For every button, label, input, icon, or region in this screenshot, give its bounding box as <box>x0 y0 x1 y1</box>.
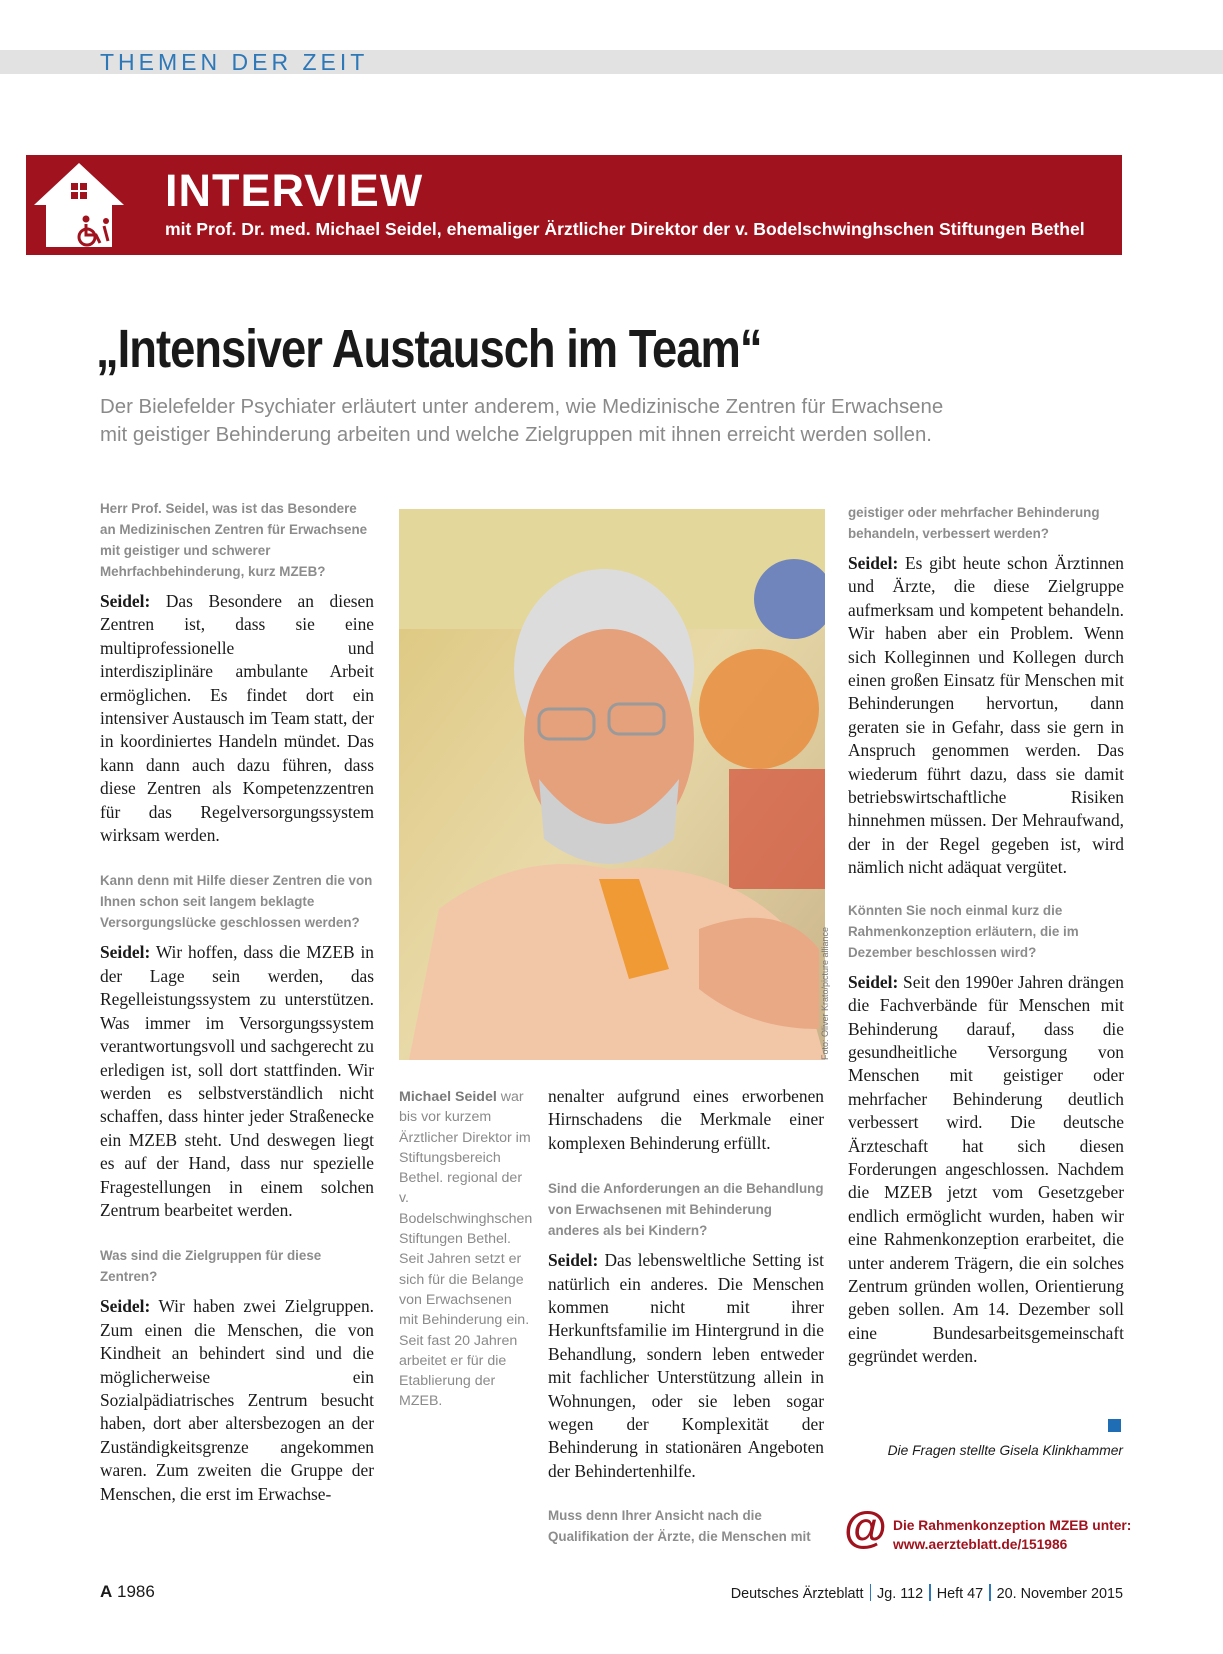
speaker: Seidel: <box>848 971 899 992</box>
web-reference[interactable] <box>893 1516 1131 1554</box>
deck-line: Der Bielefelder Psychiater erläutert unter anderem, wie Medizinische Zentren für Erwachsene <box>100 396 944 418</box>
answer-continued: nenalter aufgrund eines erworbenen Hirnschadens die Merkmale einer komplexen Behinderung erfüllt. <box>548 1086 824 1153</box>
portrait-photo <box>399 509 825 1060</box>
footer-citation <box>731 1584 1123 1602</box>
question-continued: geistiger oder mehrfacher Behinderung behandeln, verbessert werden? <box>848 505 1100 541</box>
speaker: Seidel: <box>548 1250 599 1271</box>
page-number <box>100 1582 155 1602</box>
column-3 <box>848 502 1124 1369</box>
page-prefix: A <box>100 1582 113 1601</box>
speaker: Seidel: <box>100 1296 151 1317</box>
issue: Heft 47 <box>936 1586 984 1602</box>
column-1 <box>100 498 374 1506</box>
question: Herr Prof. Seidel, was ist das Besondere an Medizinischen Zentren für Erwachsene mit geistiger und schwerer Mehrfachbehinderung, kurz MZEB? <box>100 501 368 579</box>
question: Könnten Sie noch einmal kurz die Rahmenkonzeption erläutern, die im Dezember beschlossen wird? <box>848 902 1079 960</box>
question: Was sind die Zielgruppen für diese Zentren? <box>100 1248 322 1285</box>
headline: „Intensiver Austausch im Team“ <box>96 319 762 379</box>
end-mark <box>1108 1419 1121 1432</box>
issue-date: 20. November 2015 <box>996 1586 1123 1602</box>
section-label: THEMEN DER ZEIT <box>100 49 369 75</box>
interviewer-credit: Die Fragen stellte Gisela Klinkhammer <box>887 1443 1123 1458</box>
caption-text: war bis vor kurzem Ärztlicher Direktor im Stiftungsbereich Bethel. regional der v. Bodelschwinghschen Stiftungen Bethel. Seit Jahren setzt er sich für die Belange von Erwachsenen mit Behinderung ein. Seit fast 20 Jahren arbeitet er für die Etablierung der MZEB. <box>399 1089 533 1410</box>
house-icon <box>32 159 126 251</box>
answer: Seidel: Wir haben zwei Zielgruppen. Zum einen die Menschen, die von Kindheit an behindert sind und die möglicherweise ein Sozialpädiatrisches Zentrum besucht haben, dort aber altersbezogen an der Zuständigkeitsgrenze angekommen waren. Zum zweiten die Gruppe der Menschen, die erst im Erwachse- <box>100 1296 374 1504</box>
deck <box>100 393 1100 449</box>
column-2 <box>548 1085 824 1547</box>
photo-credit: Foto: Oliver Krato/picture alliance <box>820 926 830 1060</box>
speaker: Seidel: <box>100 942 151 963</box>
volume: Jg. 112 <box>877 1586 924 1602</box>
banner-subtitle: mit Prof. Dr. med. Michael Seidel, ehemaliger Ärztlicher Direktor der v. Bodelschwinghschen Stiftungen Bethel <box>165 219 1085 239</box>
caption-name: Michael Seidel <box>399 1089 497 1105</box>
web-reference-label: Die Rahmenkonzeption MZEB unter: <box>893 1518 1132 1533</box>
page-number-value: 1986 <box>117 1582 155 1601</box>
answer: Seidel: Das lebensweltliche Setting ist natürlich ein anderes. Die Menschen kommen nicht mit ihrer Herkunftsfamilie im Hintergrund in die Behandlung, sondern leben entweder mit fachlicher Unterstützung allein in Wohnungen, oder sie leben sogar wegen der Komplexität der Behinderung in stationären Angeboten der Behindertenhilfe. <box>548 1250 824 1481</box>
photo-caption <box>399 1087 532 1412</box>
answer: Seidel: Wir hoffen, dass die MZEB in der Lage sein werden, das Regelleistungssystem zu unterstützen. Was immer im Versorgungssystem verantwortungsvoll und sachgerecht zu erledigen ist, soll dort stattfinden. Wir werden es selbstverständlich nicht schaffen, dass hinter jeder Straßenecke ein MZEB steht. Und deswegen liegt es auf der Hand, dass nur spezielle Fragestellungen in einem solchen Zentrum bearbeitet werden. <box>100 942 374 1220</box>
at-icon: @ <box>844 1503 887 1552</box>
deck-line: mit geistiger Behinderung arbeiten und welche Zielgruppen mit ihnen erreicht werden sollen. <box>100 424 932 446</box>
question: Kann denn mit Hilfe dieser Zentren die von Ihnen schon seit langem beklagte Versorgungslücke geschlossen werden? <box>100 873 373 931</box>
question: Muss denn Ihrer Ansicht nach die Qualifikation der Ärzte, die Menschen mit <box>548 1508 811 1545</box>
speaker: Seidel: <box>100 591 151 611</box>
banner-title: INTERVIEW <box>165 165 424 216</box>
answer: Seidel: Es gibt heute schon Ärztinnen und Ärzte, die diese Zielgruppe aufmerksam und kompetent behandeln. Wir haben aber ein Problem. Wenn sich Kolleginnen und Kollegen durch einen großen Einsatz für Menschen mit Behinderungen hervortun, dann geraten sie in Gefahr, dass sie gern in Anspruch genommen werden. Das wiederum führt dazu, dass sie damit betriebswirtschaftliche Risiken hinnehmen müssen. Der Mehraufwand, der in der Regel gegeben ist, wird nämlich nicht adäquat vergütet. <box>848 553 1124 878</box>
speaker: Seidel: <box>848 553 899 573</box>
answer: Seidel: Seit den 1990er Jahren drängen die Fachverbände für Menschen mit Behinderung darauf, dass die gesundheitliche Versorgung von Menschen mit geistiger oder mehrfacher Behinderung deutlich verbessert wird. Die deutsche Ärzteschaft hat sich diesen Forderungen angeschlossen. Nachdem die MZEB jetzt vom Gesetzgeber endlich ermöglicht wurden, haben wir eine Rahmenkonzeption erarbeitet, die unter anderem Trägern, die ein solches Zentrum gründen wollen, Orientierung geben sollen. Am 14. Dezember soll eine Bundesarbeitsgemeinschaft gegründet werden. <box>848 971 1124 1367</box>
question: Sind die Anforderungen an die Behandlung von Erwachsenen mit Behinderung anderes als bei Kindern? <box>548 1181 824 1239</box>
answer: Seidel: Das Besondere an diesen Zentren ist, dass sie eine multiprofessionelle und interdisziplinäre ambulante Arbeit ermöglichen. Es findet dort ein intensiver Austausch im Team statt, der in koordiniertes Handeln mündet. Das kann dann auch dazu führen, dass diese Zentren als Kompetenzzentren für das Regelversorgungssystem wirksam werden. <box>100 591 374 846</box>
journal-name: Deutsches Ärzteblatt <box>730 1586 864 1602</box>
web-reference-link[interactable]: www.aerzteblatt.de/151986 <box>893 1537 1068 1552</box>
interview-banner <box>26 155 1122 255</box>
